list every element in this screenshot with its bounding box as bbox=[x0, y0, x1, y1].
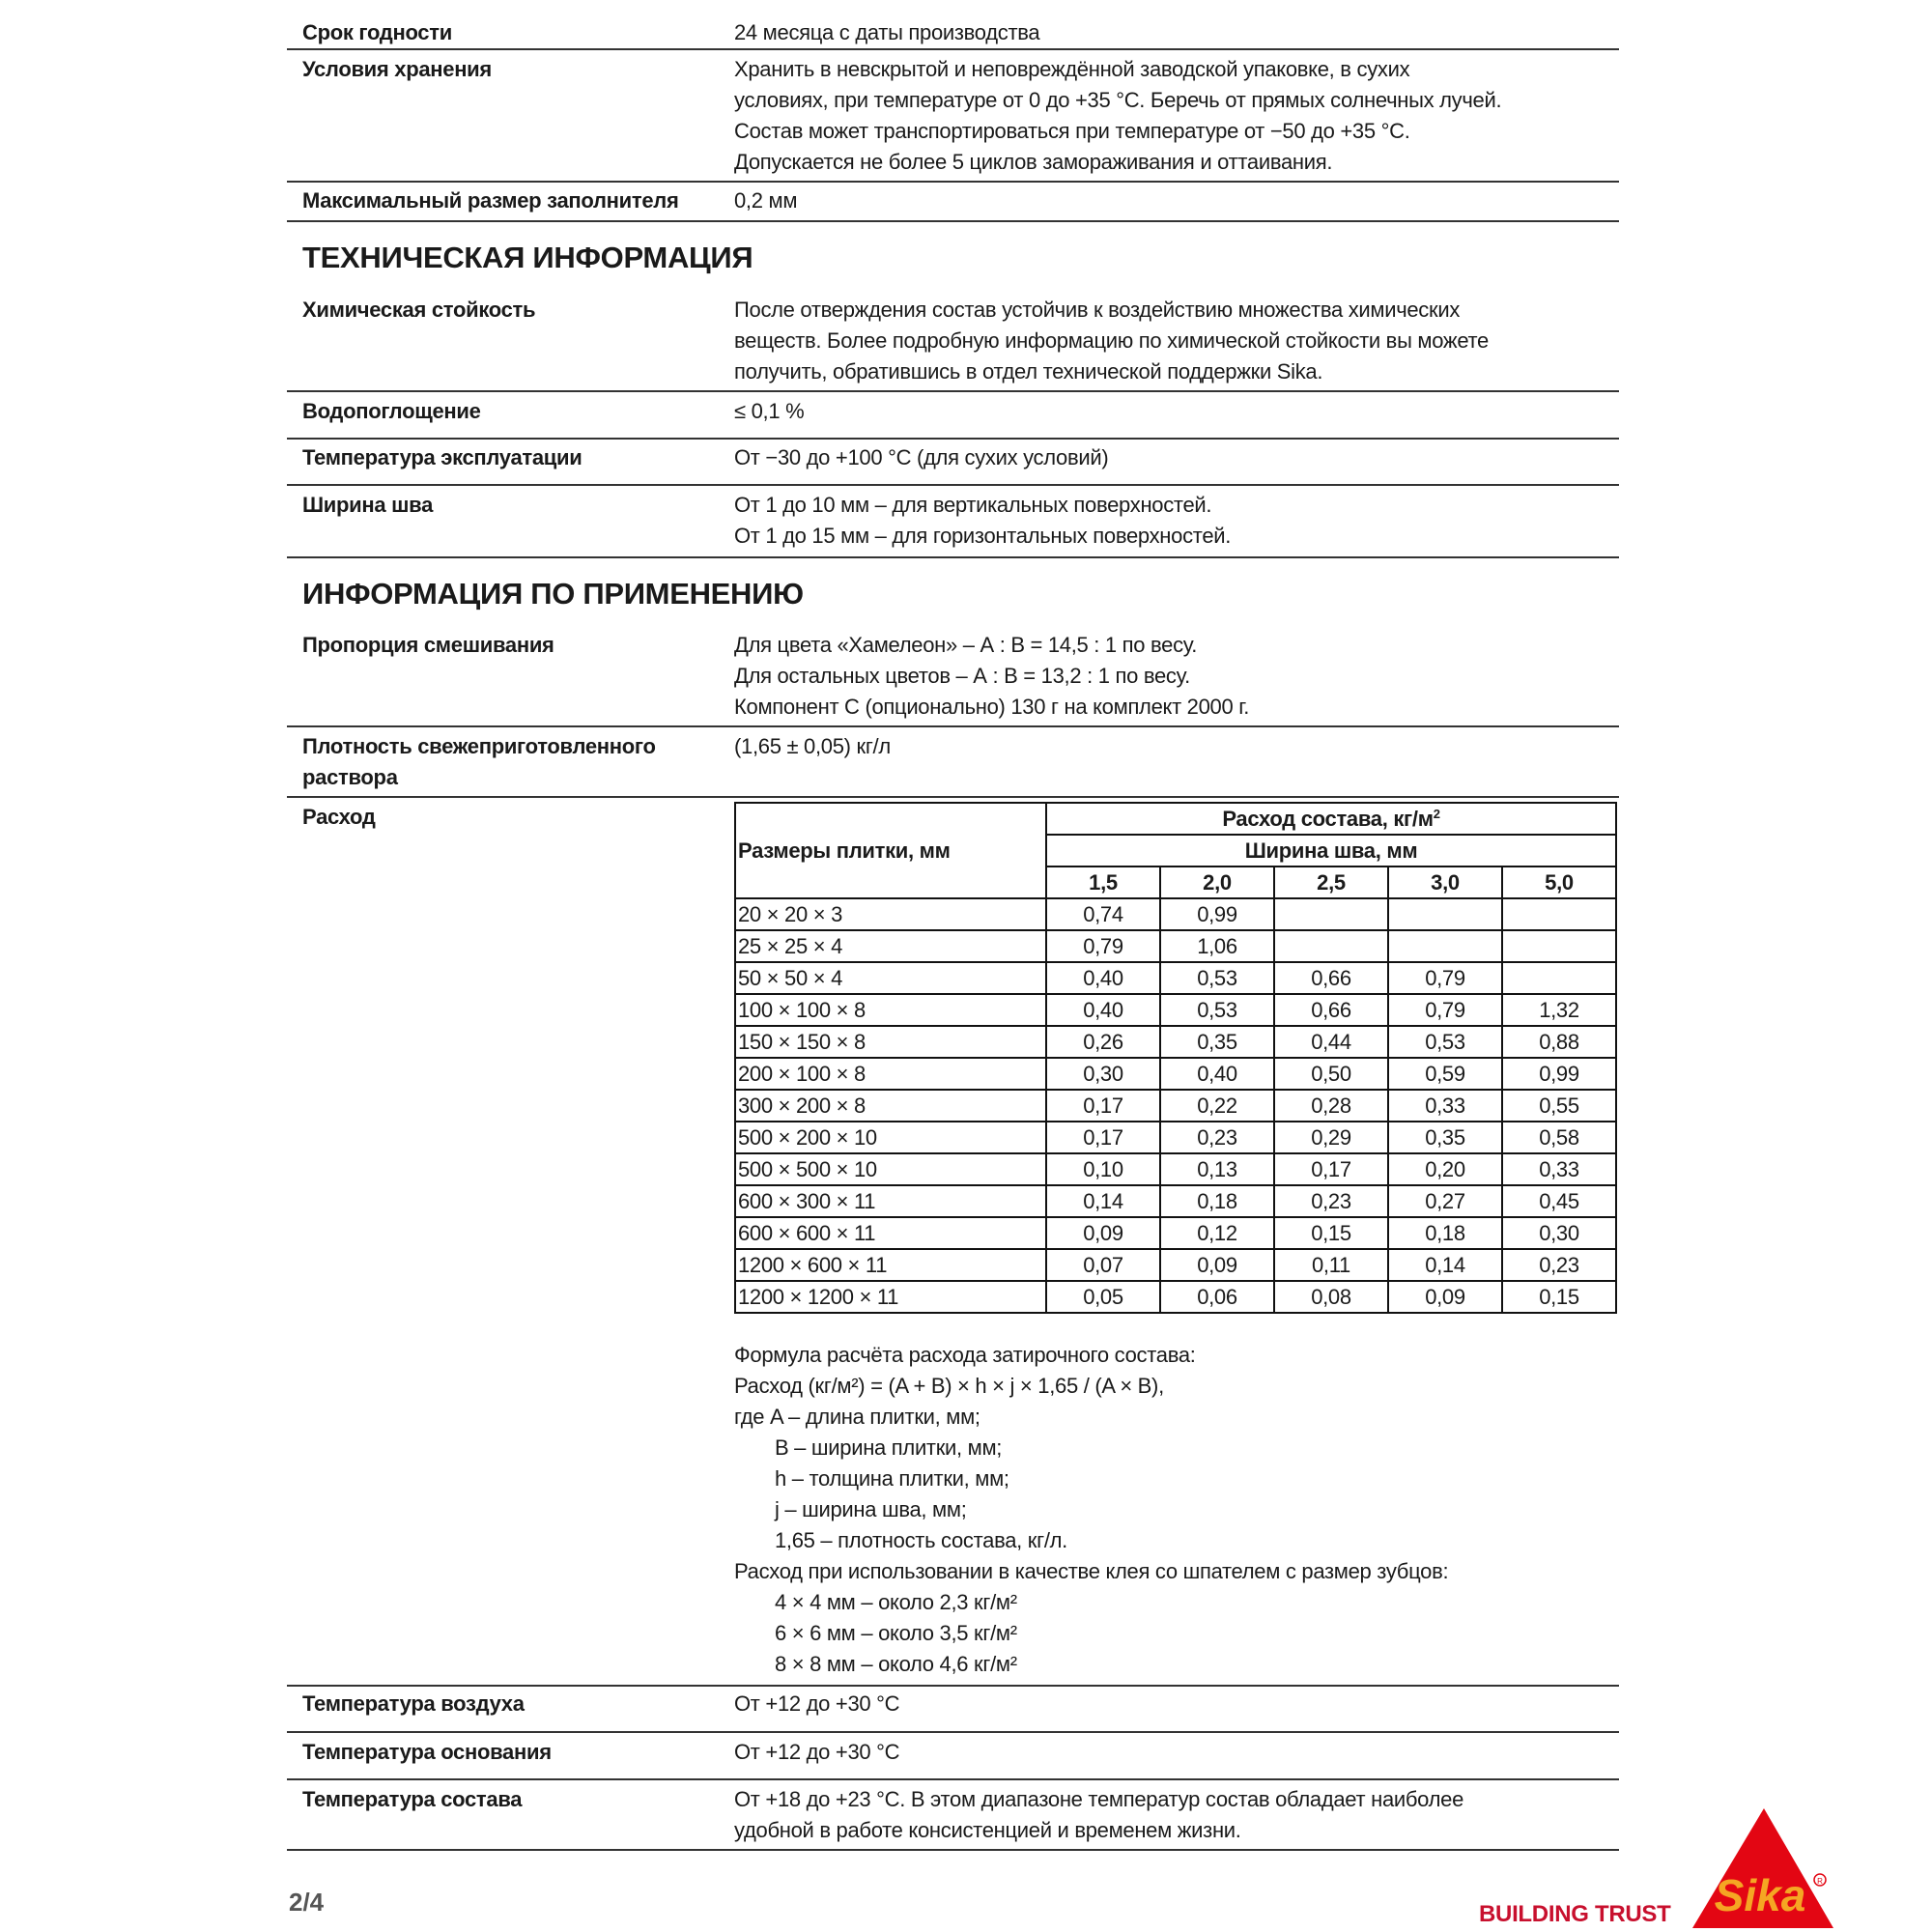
consumption-cell bbox=[1502, 930, 1616, 962]
consumption-cell: 0,59 bbox=[1388, 1058, 1502, 1090]
svg-text:Sika: Sika bbox=[1714, 1870, 1806, 1920]
consumption-cell: 0,29 bbox=[1274, 1122, 1388, 1153]
table-row bbox=[735, 1090, 1616, 1122]
spec-value-line: 24 месяца с даты производства bbox=[734, 20, 1040, 44]
formula-line: Формула расчёта расхода затирочного состава: bbox=[734, 1343, 1196, 1367]
joint-width-header: 2,5 bbox=[1274, 867, 1388, 898]
table-row bbox=[735, 1122, 1616, 1153]
spec-value-line: От +12 до +30 °C bbox=[734, 1691, 900, 1716]
consumption-cell: 0,10 bbox=[1046, 1153, 1160, 1185]
tile-size-cell: 1200 × 600 × 11 bbox=[735, 1249, 1046, 1281]
consumption-cell: 0,33 bbox=[1388, 1090, 1502, 1122]
spec-value-line: Компонент С (опционально) 130 г на комплект 2000 г. bbox=[734, 695, 1250, 719]
consumption-cell: 0,09 bbox=[1046, 1217, 1160, 1249]
spec-label-line: Срок годности bbox=[302, 20, 452, 44]
spec-label bbox=[302, 802, 376, 833]
spec-value-line: Допускается не более 5 циклов замораживания и оттаивания. bbox=[734, 150, 1333, 174]
consumption-cell: 0,12 bbox=[1160, 1217, 1274, 1249]
consumption-cell bbox=[1274, 930, 1388, 962]
consumption-cell: 0,40 bbox=[1160, 1058, 1274, 1090]
spec-value-line: ≤ 0,1 % bbox=[734, 399, 805, 423]
consumption-cell: 0,40 bbox=[1046, 994, 1160, 1026]
spec-value-line: От +12 до +30 °C bbox=[734, 1740, 900, 1764]
spec-value-line: 0,2 мм bbox=[734, 188, 798, 213]
table-row bbox=[735, 1185, 1616, 1217]
tile-size-cell: 500 × 500 × 10 bbox=[735, 1153, 1046, 1185]
consumption-cell: 0,15 bbox=[1502, 1281, 1616, 1313]
spec-value bbox=[734, 1737, 899, 1768]
consumption-cell: 0,30 bbox=[1046, 1058, 1160, 1090]
sub-header-joint-width: Ширина шва, мм bbox=[1046, 835, 1616, 867]
spec-value bbox=[734, 17, 1039, 48]
table-row bbox=[735, 994, 1616, 1026]
spec-value-line: (1,65 ± 0,05) кг/л bbox=[734, 734, 891, 758]
consumption-cell: 0,23 bbox=[1502, 1249, 1616, 1281]
consumption-cell: 0,17 bbox=[1274, 1153, 1388, 1185]
consumption-cell: 0,20 bbox=[1388, 1153, 1502, 1185]
tile-size-cell: 20 × 20 × 3 bbox=[735, 898, 1046, 930]
joint-width-header: 1,5 bbox=[1046, 867, 1160, 898]
consumption-cell: 0,45 bbox=[1502, 1185, 1616, 1217]
tile-size-cell: 500 × 200 × 10 bbox=[735, 1122, 1046, 1153]
formula-line: B – ширина плитки, мм; bbox=[775, 1435, 1003, 1460]
consumption-cell: 0,18 bbox=[1388, 1217, 1502, 1249]
consumption-cell: 0,07 bbox=[1046, 1249, 1160, 1281]
consumption-cell: 0,17 bbox=[1046, 1090, 1160, 1122]
consumption-cell bbox=[1388, 898, 1502, 930]
formula-line: Расход (кг/м²) = (A + B) × h × j × 1,65 / (A × B), bbox=[734, 1374, 1164, 1398]
consumption-cell: 0,35 bbox=[1388, 1122, 1502, 1153]
spec-value-line: веществ. Более подробную информацию по химической стойкости вы можете bbox=[734, 328, 1489, 353]
joint-width-header: 2,0 bbox=[1160, 867, 1274, 898]
consumption-table bbox=[734, 802, 1617, 1314]
consumption-cell: 0,35 bbox=[1160, 1026, 1274, 1058]
consumption-cell: 0,79 bbox=[1388, 962, 1502, 994]
spec-value-line: От 1 до 15 мм – для горизонтальных поверхностей. bbox=[734, 524, 1232, 548]
spec-label bbox=[302, 295, 535, 326]
table-row bbox=[735, 1217, 1616, 1249]
consumption-cell: 0,44 bbox=[1274, 1026, 1388, 1058]
spec-row bbox=[287, 630, 1619, 727]
spec-label-line: Химическая стойкость bbox=[302, 298, 536, 322]
spec-row bbox=[287, 185, 1619, 222]
spec-label bbox=[302, 1784, 522, 1815]
col-header-tile-size: Размеры плитки, мм bbox=[735, 803, 1046, 898]
section-heading-technical: ТЕХНИЧЕСКАЯ ИНФОРМАЦИЯ bbox=[302, 241, 753, 274]
consumption-cell bbox=[1502, 898, 1616, 930]
spec-label-line: Расход bbox=[302, 805, 376, 829]
slogan: BUILDING TRUST bbox=[1479, 1901, 1671, 1927]
spec-value bbox=[734, 442, 1108, 473]
formula-line: h – толщина плитки, мм; bbox=[775, 1466, 1009, 1491]
spec-label bbox=[302, 185, 679, 216]
consumption-cell: 0,99 bbox=[1160, 898, 1274, 930]
consumption-cell: 0,15 bbox=[1274, 1217, 1388, 1249]
table-row bbox=[735, 898, 1616, 930]
tile-size-cell: 600 × 300 × 11 bbox=[735, 1185, 1046, 1217]
spec-label bbox=[302, 490, 433, 521]
table-row bbox=[735, 1026, 1616, 1058]
spec-label bbox=[302, 731, 656, 793]
spec-value-line: Состав может транспортироваться при температуре от −50 до +35 °C. bbox=[734, 119, 1410, 143]
consumption-cell: 0,28 bbox=[1274, 1090, 1388, 1122]
consumption-cell: 0,14 bbox=[1388, 1249, 1502, 1281]
spec-label-line: Температура эксплуатации bbox=[302, 445, 582, 469]
consumption-formula bbox=[734, 1340, 1448, 1680]
consumption-cell: 0,53 bbox=[1160, 962, 1274, 994]
tile-size-cell: 50 × 50 × 4 bbox=[735, 962, 1046, 994]
spec-value bbox=[734, 630, 1249, 723]
consumption-cell: 0,79 bbox=[1046, 930, 1160, 962]
table-row bbox=[735, 930, 1616, 962]
spec-label bbox=[302, 396, 481, 427]
spec-label bbox=[302, 1737, 552, 1768]
spec-value bbox=[734, 1689, 899, 1719]
consumption-cell: 0,05 bbox=[1046, 1281, 1160, 1313]
consumption-cell: 0,55 bbox=[1502, 1090, 1616, 1122]
consumption-cell: 1,32 bbox=[1502, 994, 1616, 1026]
spec-value bbox=[734, 396, 804, 427]
spec-label-line: Пропорция смешивания bbox=[302, 633, 554, 657]
spec-label bbox=[302, 1689, 525, 1719]
spec-value-line: получить, обратившись в отдел технической поддержки Sika. bbox=[734, 359, 1323, 384]
spec-value bbox=[734, 295, 1489, 387]
formula-line: 4 × 4 мм – около 2,3 кг/м² bbox=[775, 1590, 1017, 1614]
sika-logo bbox=[1690, 1806, 1835, 1930]
consumption-cell: 0,33 bbox=[1502, 1153, 1616, 1185]
consumption-cell: 0,23 bbox=[1160, 1122, 1274, 1153]
consumption-cell: 0,50 bbox=[1274, 1058, 1388, 1090]
formula-line: 6 × 6 мм – около 3,5 кг/м² bbox=[775, 1621, 1017, 1645]
spec-row bbox=[287, 1737, 1619, 1780]
consumption-cell: 0,13 bbox=[1160, 1153, 1274, 1185]
spec-label-line: Ширина шва bbox=[302, 493, 434, 517]
formula-line: где A – длина плитки, мм; bbox=[734, 1405, 980, 1429]
spec-row bbox=[287, 17, 1619, 50]
spec-value-line: От 1 до 10 мм – для вертикальных поверхностей. bbox=[734, 493, 1212, 517]
consumption-cell: 0,14 bbox=[1046, 1185, 1160, 1217]
consumption-cell: 0,22 bbox=[1160, 1090, 1274, 1122]
consumption-cell: 0,53 bbox=[1388, 1026, 1502, 1058]
spec-row bbox=[287, 490, 1619, 558]
consumption-cell: 0,79 bbox=[1388, 994, 1502, 1026]
spec-row bbox=[287, 396, 1619, 440]
consumption-cell: 0,66 bbox=[1274, 962, 1388, 994]
joint-width-header: 3,0 bbox=[1388, 867, 1502, 898]
consumption-cell: 0,26 bbox=[1046, 1026, 1160, 1058]
consumption-cell: 0,58 bbox=[1502, 1122, 1616, 1153]
spec-value bbox=[734, 54, 1501, 178]
consumption-cell: 0,88 bbox=[1502, 1026, 1616, 1058]
spec-row bbox=[287, 54, 1619, 183]
consumption-cell: 0,17 bbox=[1046, 1122, 1160, 1153]
consumption-cell: 0,18 bbox=[1160, 1185, 1274, 1217]
spec-row bbox=[287, 731, 1619, 798]
spec-value-line: Для остальных цветов – А : В = 13,2 : 1 по весу. bbox=[734, 664, 1190, 688]
spec-value bbox=[734, 1784, 1463, 1846]
spec-value bbox=[734, 185, 797, 216]
group-header-consumption: Расход состава, $кг/м^2$ bbox=[1046, 803, 1616, 835]
spec-label-line: раствора bbox=[302, 765, 398, 789]
spec-value-line: Для цвета «Хамелеон» – А : В = 14,5 : 1 по весу. bbox=[734, 633, 1198, 657]
tile-size-cell: 200 × 100 × 8 bbox=[735, 1058, 1046, 1090]
spec-row bbox=[287, 1784, 1619, 1851]
consumption-cell bbox=[1502, 962, 1616, 994]
spec-label bbox=[302, 17, 452, 48]
consumption-cell: 0,99 bbox=[1502, 1058, 1616, 1090]
spec-label bbox=[302, 54, 492, 85]
tile-size-cell: 25 × 25 × 4 bbox=[735, 930, 1046, 962]
consumption-cell: 0,66 bbox=[1274, 994, 1388, 1026]
spec-value-line: удобной в работе консистенцией и временем жизни. bbox=[734, 1818, 1241, 1842]
formula-line: j – ширина шва, мм; bbox=[775, 1497, 967, 1521]
consumption-cell: 0,23 bbox=[1274, 1185, 1388, 1217]
spec-label-line: Температура воздуха bbox=[302, 1691, 525, 1716]
spec-label bbox=[302, 630, 554, 661]
spec-row bbox=[287, 295, 1619, 392]
spec-label-line: Условия хранения bbox=[302, 57, 492, 81]
table-row bbox=[735, 1281, 1616, 1313]
formula-line: 8 × 8 мм – около 4,6 кг/м² bbox=[775, 1652, 1017, 1676]
spec-row bbox=[287, 1689, 1619, 1733]
consumption-cell: 0,74 bbox=[1046, 898, 1160, 930]
consumption-cell: 1,06 bbox=[1160, 930, 1274, 962]
consumption-cell: 0,30 bbox=[1502, 1217, 1616, 1249]
table-row bbox=[735, 1153, 1616, 1185]
tile-size-cell: 150 × 150 × 8 bbox=[735, 1026, 1046, 1058]
consumption-cell: 0,06 bbox=[1160, 1281, 1274, 1313]
tile-size-cell: 1200 × 1200 × 11 bbox=[735, 1281, 1046, 1313]
consumption-cell bbox=[1274, 898, 1388, 930]
spec-value-line: Хранить в невскрытой и неповреждённой заводской упаковке, в сухих bbox=[734, 57, 1410, 81]
consumption-cell: 0,40 bbox=[1046, 962, 1160, 994]
consumption-cell: 0,09 bbox=[1160, 1249, 1274, 1281]
table-row bbox=[735, 1249, 1616, 1281]
consumption-cell: 0,53 bbox=[1160, 994, 1274, 1026]
spec-label-line: Температура состава bbox=[302, 1787, 523, 1811]
consumption-cell: 0,11 bbox=[1274, 1249, 1388, 1281]
spec-value-line: От +18 до +23 °C. В этом диапазоне температур состав обладает наиболее bbox=[734, 1787, 1464, 1811]
joint-width-header: 5,0 bbox=[1502, 867, 1616, 898]
spec-value-line: условиях, при температуре от 0 до +35 °C. Беречь от прямых солнечных лучей. bbox=[734, 88, 1502, 112]
formula-line: Расход при использовании в качестве клея со шпателем с размер зубцов: bbox=[734, 1559, 1449, 1583]
spec-label-line: Плотность свежеприготовленного bbox=[302, 734, 656, 758]
table-row bbox=[735, 962, 1616, 994]
spec-value-line: От −30 до +100 °C (для сухих условий) bbox=[734, 445, 1109, 469]
spec-label bbox=[302, 442, 582, 473]
spec-value bbox=[734, 490, 1231, 552]
consumption-cell bbox=[1388, 930, 1502, 962]
tile-size-cell: 300 × 200 × 8 bbox=[735, 1090, 1046, 1122]
spec-label-line: Максимальный размер заполнителя bbox=[302, 188, 679, 213]
consumption-cell: 0,09 bbox=[1388, 1281, 1502, 1313]
tile-size-cell: 100 × 100 × 8 bbox=[735, 994, 1046, 1026]
tile-size-cell: 600 × 600 × 11 bbox=[735, 1217, 1046, 1249]
spec-value-line: После отверждения состав устойчив к воздействию множества химических bbox=[734, 298, 1461, 322]
spec-value bbox=[734, 731, 891, 762]
consumption-cell: 0,08 bbox=[1274, 1281, 1388, 1313]
section-heading-application: ИНФОРМАЦИЯ ПО ПРИМЕНЕНИЮ bbox=[302, 577, 804, 611]
formula-line: 1,65 – плотность состава, кг/л. bbox=[775, 1528, 1067, 1552]
consumption-cell: 0,27 bbox=[1388, 1185, 1502, 1217]
spec-row bbox=[287, 442, 1619, 486]
svg-text:R: R bbox=[1817, 1877, 1823, 1886]
table-row bbox=[735, 1058, 1616, 1090]
spec-label-line: Температура основания bbox=[302, 1740, 552, 1764]
page-number: 2/4 bbox=[289, 1888, 325, 1917]
spec-label-line: Водопоглощение bbox=[302, 399, 481, 423]
